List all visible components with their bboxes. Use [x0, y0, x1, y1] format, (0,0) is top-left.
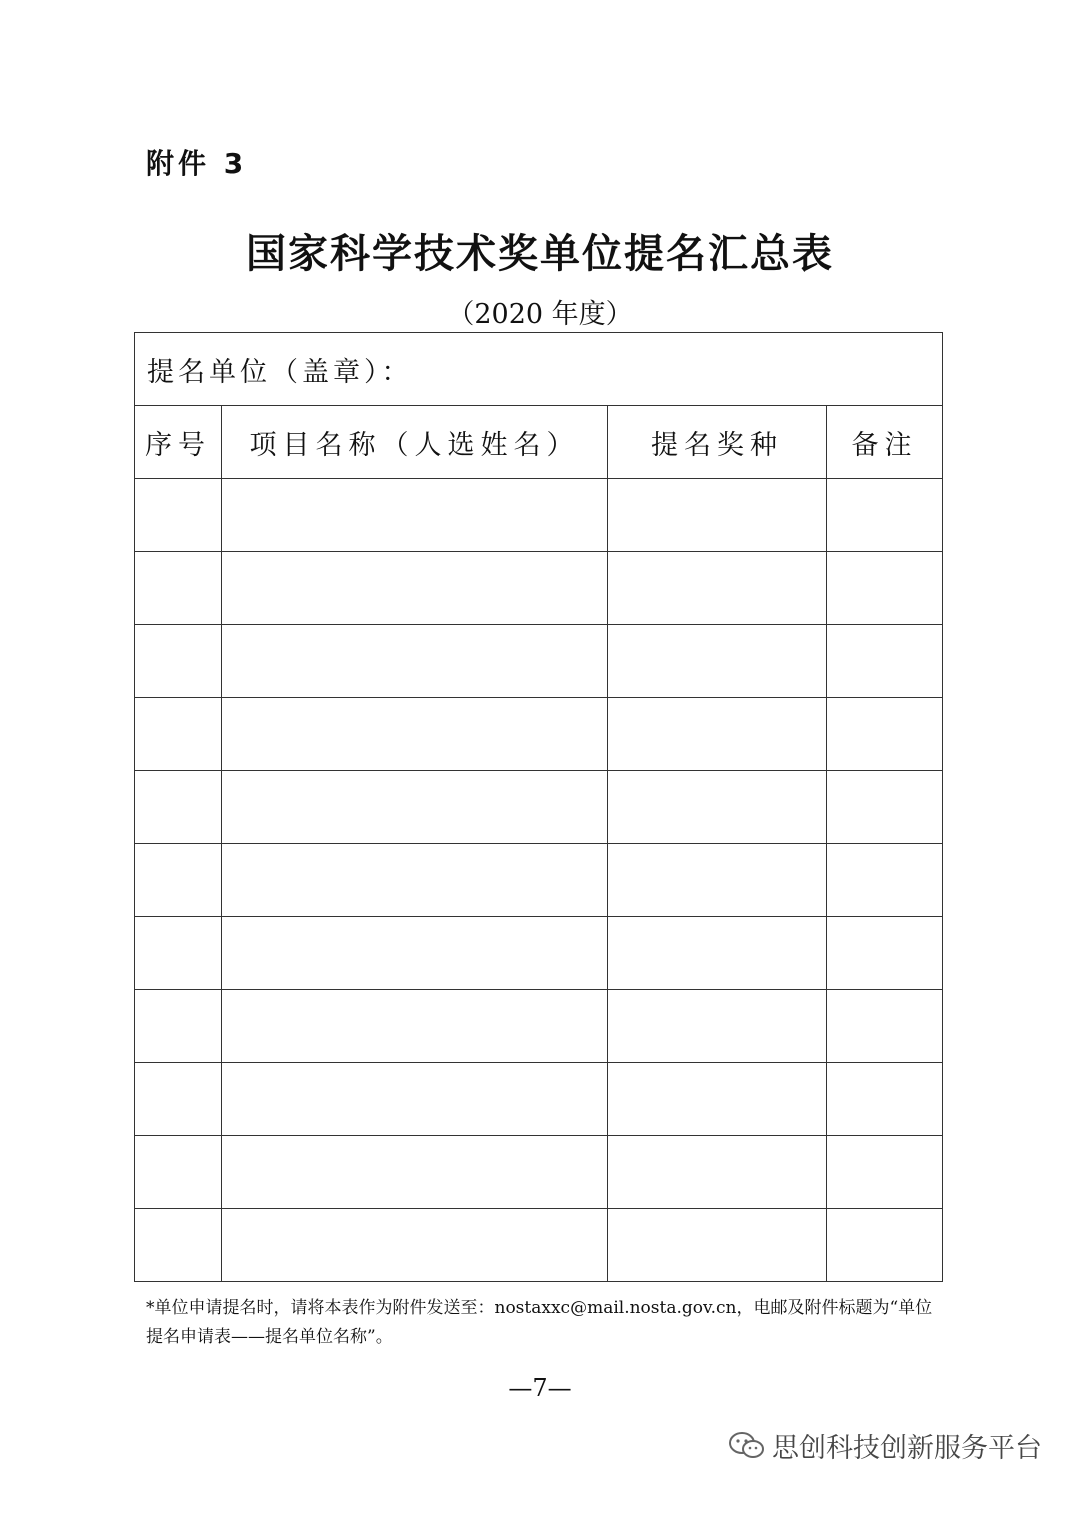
cell-award-type[interactable] [608, 771, 827, 844]
cell-project-name[interactable] [222, 479, 608, 552]
column-header-award-type: 提名奖种 [608, 406, 827, 479]
cell-award-type[interactable] [608, 552, 827, 625]
table-row [135, 552, 943, 625]
cell-award-type[interactable] [608, 1136, 827, 1209]
cell-award-type[interactable] [608, 479, 827, 552]
cell-remarks[interactable] [827, 552, 943, 625]
cell-project-name[interactable] [222, 990, 608, 1063]
page-title: 国家科学技术奖单位提名汇总表 [246, 231, 834, 277]
cell-award-type[interactable] [608, 844, 827, 917]
cell-serial[interactable] [135, 844, 222, 917]
cell-remarks[interactable] [827, 479, 943, 552]
cell-remarks[interactable] [827, 625, 943, 698]
nomination-summary-table [134, 332, 943, 1282]
table-header-row [135, 406, 943, 479]
cell-award-type[interactable] [608, 1209, 827, 1282]
cell-award-type[interactable] [608, 625, 827, 698]
table-row [135, 1063, 943, 1136]
year-subtitle: （2020 年度） [447, 299, 633, 330]
page-number: —7— [508, 1374, 572, 1402]
cell-remarks[interactable] [827, 1136, 943, 1209]
org-label[interactable]: 提名单位（盖章）： [135, 333, 943, 406]
column-header-remarks: 备注 [827, 406, 943, 479]
cell-serial[interactable] [135, 1136, 222, 1209]
wechat-icon [728, 1430, 766, 1462]
cell-serial[interactable] [135, 1063, 222, 1136]
cell-remarks[interactable] [827, 1063, 943, 1136]
table-row [135, 625, 943, 698]
org-row [135, 333, 943, 406]
cell-remarks[interactable] [827, 844, 943, 917]
footnote: *单位申请提名时，请将本表作为附件发送至：nostaxxc@mail.nosta.gov.cn，电邮及附件标题为“单位提名申请表——提名单位名称”。 [146, 1298, 933, 1347]
watermark-text: 思创科技创新服务平台 [772, 1433, 1042, 1464]
cell-project-name[interactable] [222, 917, 608, 990]
cell-project-name[interactable] [222, 1063, 608, 1136]
watermark [728, 1426, 1042, 1465]
cell-award-type[interactable] [608, 698, 827, 771]
cell-serial[interactable] [135, 698, 222, 771]
cell-award-type[interactable] [608, 917, 827, 990]
cell-project-name[interactable] [222, 1136, 608, 1209]
cell-serial[interactable] [135, 917, 222, 990]
cell-project-name[interactable] [222, 771, 608, 844]
cell-project-name[interactable] [222, 698, 608, 771]
attachment-label: 附件 3 [146, 147, 248, 180]
cell-project-name[interactable] [222, 1209, 608, 1282]
cell-serial[interactable] [135, 771, 222, 844]
table-row [135, 479, 943, 552]
table-row [135, 917, 943, 990]
table-row [135, 771, 943, 844]
cell-award-type[interactable] [608, 990, 827, 1063]
cell-serial[interactable] [135, 552, 222, 625]
table-row [135, 698, 943, 771]
column-header-serial: 序号 [135, 406, 222, 479]
cell-project-name[interactable] [222, 844, 608, 917]
cell-serial[interactable] [135, 1209, 222, 1282]
cell-remarks[interactable] [827, 1209, 943, 1282]
cell-remarks[interactable] [827, 917, 943, 990]
table-row [135, 1136, 943, 1209]
cell-remarks[interactable] [827, 771, 943, 844]
cell-remarks[interactable] [827, 698, 943, 771]
cell-remarks[interactable] [827, 990, 943, 1063]
table-row [135, 1209, 943, 1282]
table-row [135, 990, 943, 1063]
cell-serial[interactable] [135, 479, 222, 552]
column-header-project-name: 项目名称（人选姓名） [222, 406, 608, 479]
cell-serial[interactable] [135, 990, 222, 1063]
cell-award-type[interactable] [608, 1063, 827, 1136]
cell-serial[interactable] [135, 625, 222, 698]
cell-project-name[interactable] [222, 625, 608, 698]
cell-project-name[interactable] [222, 552, 608, 625]
table-row [135, 844, 943, 917]
